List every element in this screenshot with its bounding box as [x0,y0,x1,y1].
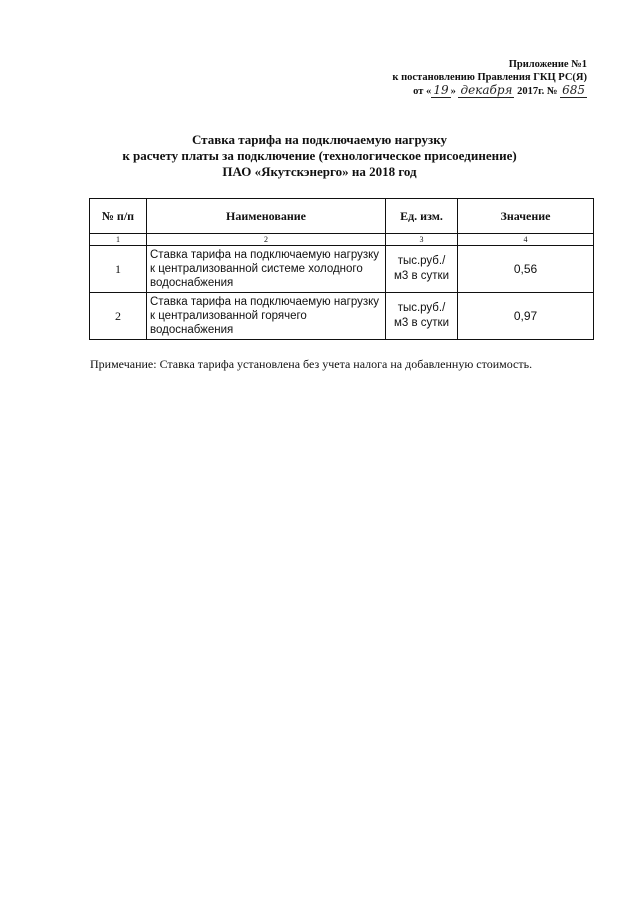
row-name: Ставка тарифа на подключаемую нагрузку к централизованной горячего водоснабжения [147,293,386,340]
header-unit: Ед. изм. [386,199,458,234]
title-line-2: к расчету платы за подключение (технологическое присоединение) [122,148,517,163]
unit-line-1: тыс.руб./ [397,255,446,267]
column-index: 3 [386,234,458,246]
annex-line-3 [327,84,587,98]
row-unit [386,246,458,293]
header-name: Наименование [147,199,386,234]
handwritten-month: декабря [460,83,513,97]
date-year: 2017г. № [517,86,558,97]
row-unit [386,293,458,340]
annex-line-2: к постановлению Правления ГКЦ РС(Я) [392,72,587,83]
unit-line-1: тыс.руб./ [397,302,446,314]
date-prefix: от « [413,86,432,97]
row-number: 1 [90,246,147,293]
table-row [90,293,594,340]
unit-line-2: м3 в сутки [393,270,450,282]
title-line-1: Ставка тарифа на подключаемую нагрузку [191,132,448,147]
row-name: Ставка тарифа на подключаемую нагрузку к централизованной системе холодного водоснабжения [147,246,386,293]
row-value: 0,97 [458,293,594,340]
header-value: Значение [458,199,594,234]
row-number: 2 [90,293,147,340]
table-header-row [90,199,594,234]
column-index: 4 [458,234,594,246]
column-index: 2 [147,234,386,246]
footnote: Примечание: Ставка тарифа установлена без учета налога на добавленную стоимость. [90,357,533,371]
unit-line-2: м3 в сутки [393,317,450,329]
annex-line-1: Приложение №1 [508,59,587,70]
table-row [90,246,594,293]
column-index: 1 [90,234,147,246]
document-title [0,132,639,180]
column-index-row [90,234,594,246]
title-line-3: ПАО «Якутскэнерго» на 2018 год [222,164,417,179]
handwritten-day: 19 [433,83,449,97]
header-number: № п/п [90,199,147,234]
tariff-table [89,198,594,340]
annex-header [327,58,587,98]
handwritten-number: 685 [562,83,585,97]
date-mid: » [450,86,456,97]
row-value: 0,56 [458,246,594,293]
